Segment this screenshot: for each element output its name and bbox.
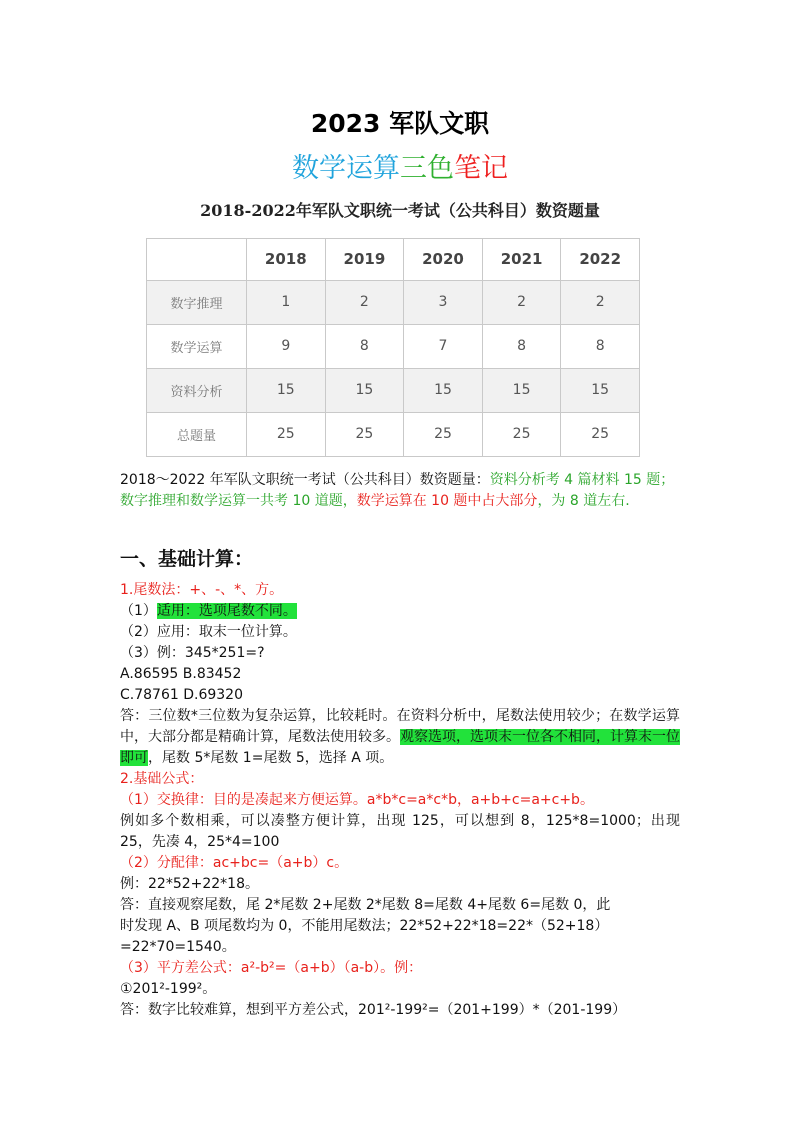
subsection-heading: 2.基础公式： bbox=[120, 771, 204, 787]
table-cell: 15 bbox=[247, 368, 326, 412]
table-row bbox=[147, 412, 640, 456]
table-caption: 2018-2022年军队文职统一考试（公共科目）数资题量 bbox=[200, 201, 600, 220]
table-cell: 25 bbox=[247, 412, 326, 456]
highlighted-text: 观察选项，选项末一位各不相同，计算末一位即可 bbox=[120, 729, 680, 766]
table-cell: 25 bbox=[325, 412, 404, 456]
text-line: =22*70=1540。 bbox=[120, 939, 236, 955]
table-cell: 7 bbox=[404, 324, 483, 368]
table-cell: 15 bbox=[325, 368, 404, 412]
text-paragraph: 例如多个数相乘，可以凑整方便计算，出现 125，可以想到 8，125*8=1000；出现 25，先凑 4，25*4=100 bbox=[120, 813, 680, 850]
table-row-label: 总题量 bbox=[147, 412, 247, 456]
table-header-year: 2022 bbox=[561, 239, 640, 281]
table-header-row bbox=[147, 239, 640, 281]
answer-text: 答：三位数*三位数为复杂运算，比较耗时。在资料分析中，尾数法使用较少；在数学运算中，大部分都是精确计算，尾数法使用较多。 bbox=[120, 708, 680, 745]
table-row bbox=[147, 368, 640, 412]
table-header-corner bbox=[147, 239, 247, 281]
text-line: （3）例：345*251=? bbox=[120, 645, 265, 661]
text-line: 答：直接观察尾数，尾 2*尾数 2+尾数 2*尾数 8=尾数 4+尾数 6=尾数 0，此 bbox=[120, 897, 611, 913]
text-line: 时发现 A、B 项尾数均为 0，不能用尾数法；22*52+22*18=22*（52+18） bbox=[120, 918, 609, 934]
table-cell: 2 bbox=[482, 280, 561, 324]
table-header-year: 2019 bbox=[325, 239, 404, 281]
table-row-label: 数学运算 bbox=[147, 324, 247, 368]
table-cell: 9 bbox=[247, 324, 326, 368]
rule-heading: （2）分配律：ac+bc=（a+b）c。 bbox=[120, 855, 349, 871]
intro-red-text: 数学运算在 10 题中占大部分 bbox=[356, 493, 538, 509]
table-cell: 15 bbox=[561, 368, 640, 412]
table-cell: 15 bbox=[482, 368, 561, 412]
table-cell: 1 bbox=[247, 280, 326, 324]
text-line: 例：22*52+22*18。 bbox=[120, 876, 259, 892]
table-cell: 15 bbox=[404, 368, 483, 412]
rule-heading: （3）平方差公式：a²-b²=（a+b）（a-b）。例： bbox=[120, 960, 423, 976]
table-cell: 3 bbox=[404, 280, 483, 324]
text-line: 答：数字比较难算，想到平方差公式，201²-199²=（201+199）*（201-199） bbox=[120, 1002, 627, 1018]
subtitle-part-green: 三色 bbox=[400, 153, 454, 184]
table-row bbox=[147, 280, 640, 324]
table-cell: 2 bbox=[325, 280, 404, 324]
section-heading: 一、基础计算： bbox=[120, 548, 254, 570]
intro-paragraph bbox=[120, 470, 680, 512]
text-line: ①201²-199²。 bbox=[120, 981, 217, 997]
rule-heading: （1）交换律：目的是凑起来方便运算。a*b*c=a*c*b，a+b+c=a+c+b。 bbox=[120, 792, 594, 808]
intro-green-text: 资料分析考 4 篇材料 15 题； bbox=[489, 472, 675, 488]
table-cell: 8 bbox=[325, 324, 404, 368]
document-subtitle bbox=[0, 146, 800, 185]
table-cell: 25 bbox=[482, 412, 561, 456]
text-line: （2）应用：取末一位计算。 bbox=[120, 624, 297, 640]
answer-options: A.86595 B.83452 bbox=[120, 666, 242, 682]
intro-green-text: ，为 8 道左右. bbox=[537, 493, 630, 509]
table-cell: 25 bbox=[404, 412, 483, 456]
tail-method-usage bbox=[120, 601, 297, 622]
document-title: 2023 军队文职 bbox=[310, 109, 490, 138]
highlighted-text: 适用：选项尾数不同。 bbox=[156, 603, 297, 619]
subtitle-part-blue: 数学运算 bbox=[292, 153, 400, 184]
subtitle-part-red: 笔记 bbox=[454, 153, 508, 184]
answer-options: C.78761 D.69320 bbox=[120, 687, 243, 703]
intro-green-text: 数字推理和数学运算一共考 10 道题， bbox=[120, 493, 357, 509]
table-cell: 8 bbox=[561, 324, 640, 368]
item-prefix: （1） bbox=[120, 603, 157, 619]
answer-paragraph bbox=[120, 706, 680, 769]
question-count-table bbox=[146, 238, 640, 457]
subsection-heading: 1.尾数法：+、-、*、方。 bbox=[120, 582, 284, 598]
table-header-year: 2018 bbox=[247, 239, 326, 281]
table-cell: 25 bbox=[561, 412, 640, 456]
table-row-label: 数字推理 bbox=[147, 280, 247, 324]
answer-text: ，尾数 5*尾数 1=尾数 5，选择 A 项。 bbox=[148, 750, 394, 766]
table-cell: 2 bbox=[561, 280, 640, 324]
intro-text: 2018～2022 年军队文职统一考试（公共科目）数资题量： bbox=[120, 472, 490, 488]
table-cell: 8 bbox=[482, 324, 561, 368]
table-row bbox=[147, 324, 640, 368]
table-row-label: 资料分析 bbox=[147, 368, 247, 412]
table-header-year: 2020 bbox=[404, 239, 483, 281]
table-header-year: 2021 bbox=[482, 239, 561, 281]
